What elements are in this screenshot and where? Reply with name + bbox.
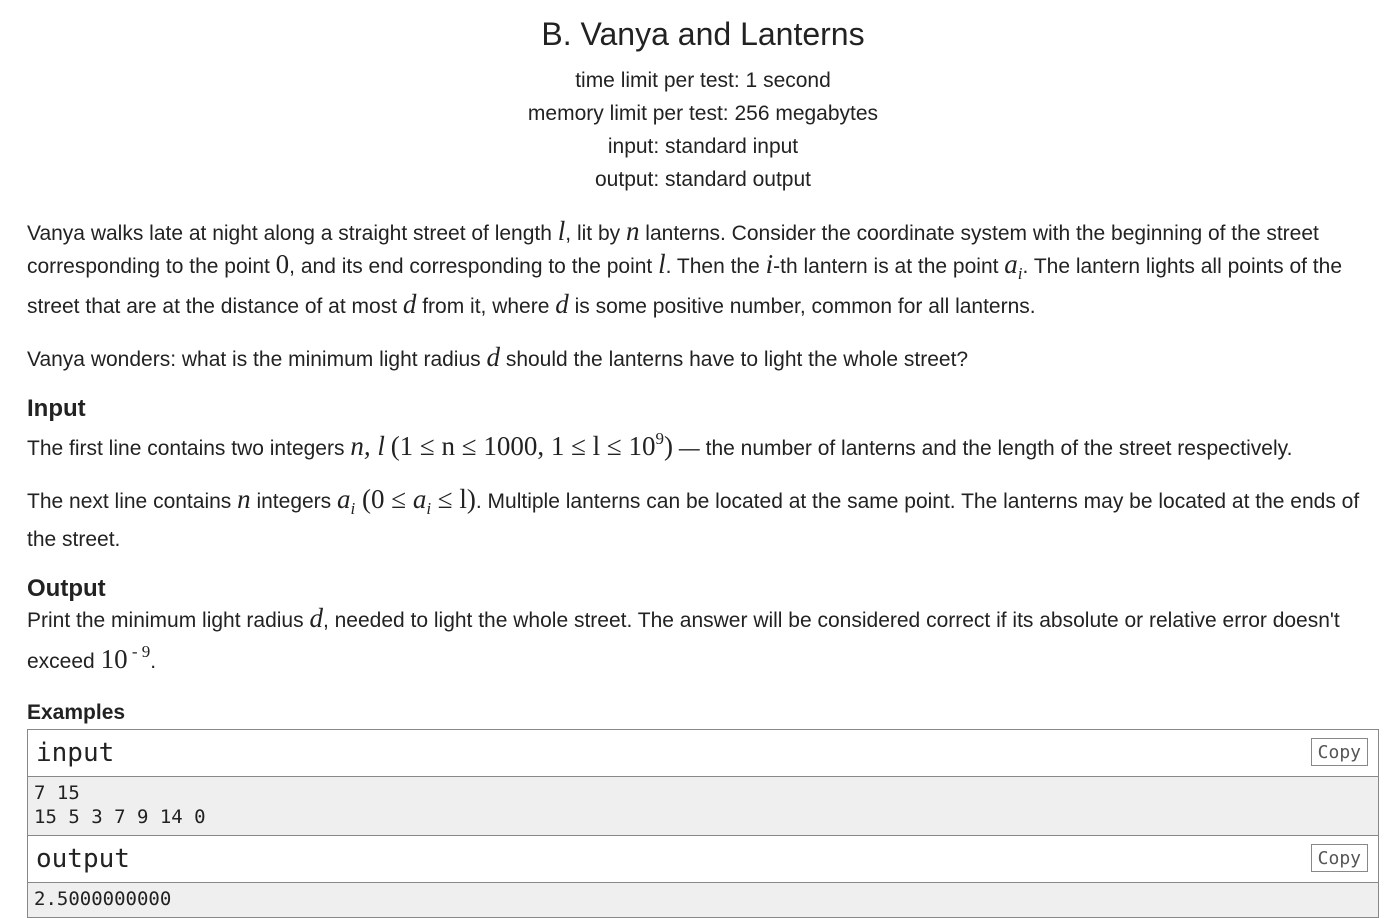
math-n: n [237, 484, 251, 514]
math-subscript-i: i [350, 499, 356, 518]
sample-output-header [28, 836, 1378, 883]
math-subscript-i: i [1017, 264, 1023, 283]
output-title: Output [27, 575, 106, 602]
time-limit: time limit per test: 1 second [575, 69, 831, 92]
math-constraint: (1 ≤ n ≤ 1000, 1 ≤ l ≤ 10 [390, 431, 656, 461]
memory-limit: memory limit per test: 256 megabytes [527, 102, 879, 125]
problem-statement [27, 0, 1379, 918]
sample-test [27, 729, 1379, 918]
sample-output-content[interactable] [28, 883, 1378, 917]
problem-title: B. Vanya and Lanterns [541, 16, 865, 52]
math-l: l [557, 216, 566, 246]
output-specification [27, 575, 1379, 677]
sample-input-label: input [36, 738, 115, 768]
math-d: d [402, 289, 417, 319]
math-i: i [765, 249, 774, 279]
sample-input-header [28, 730, 1378, 777]
math-n-l: n, l [350, 431, 385, 461]
problem-limits [27, 64, 1379, 196]
math-exponent: - 9 [127, 642, 151, 661]
input-paragraph-1: The first line contains two integers n, l (1 ≤ n ≤ 1000, $1 \le l \le 10^9$) — the number of lanterns and the length of the street respectively. [27, 429, 1293, 461]
sample-output-label: output [36, 844, 130, 874]
output-source: output: standard output [595, 168, 811, 191]
input-source: input: standard input [607, 135, 799, 158]
math-exponent: 9 [655, 429, 664, 448]
problem-header [27, 0, 1379, 196]
sample-input-line: 15 5 3 7 9 14 0 [34, 806, 206, 828]
math-d: d [555, 289, 569, 319]
output-paragraph-1: Print the minimum light radius d, needed to light the whole street. The answer will be considered correct if its absolute or relative error doesn't exceed 10 $^{- 9}$. [27, 603, 1340, 674]
sample-input-content[interactable] [28, 777, 1378, 836]
math-d: d [486, 342, 500, 372]
math-ten: 10 [100, 644, 128, 674]
input-specification [27, 395, 1379, 555]
legend-paragraph-2: Vanya wonders: what is the minimum light radius d should the lanterns have to light the whole street? [27, 342, 969, 372]
copy-input-button[interactable]: Copy [1311, 738, 1368, 766]
math-d: d [309, 603, 323, 633]
input-title: Input [27, 395, 86, 422]
copy-output-button[interactable]: Copy [1311, 844, 1368, 872]
math-zero: 0 [275, 249, 290, 279]
math-n: n [625, 216, 640, 246]
math-a: a [1004, 249, 1018, 279]
examples-title: Examples [27, 701, 126, 724]
math-l: l [658, 249, 666, 279]
legend-paragraph-1: Vanya walks late at night along a straight street of length l, lit by n lanterns. Consider the coordinate system with the beginning of the street corresponding to the point 0, and its end corresponding to the point l. Then the i-th lantern is at the point $a_i$. The lantern lights all points of the street that are at the distance of at most d from it, where d is some positive number, common for all lanterns. [27, 216, 1343, 319]
input-paragraph-2: The next line contains n integers $a_i$ $(0 \le a_i \le l)$. Multiple lanterns can be located at the same point. The lanterns may be located at the ends of the street. [27, 484, 1360, 551]
math-a: a [337, 484, 351, 514]
legend [27, 216, 1379, 677]
sample-output-line: 2.5000000000 [34, 888, 172, 910]
sample-input-line: 7 15 [34, 782, 80, 804]
